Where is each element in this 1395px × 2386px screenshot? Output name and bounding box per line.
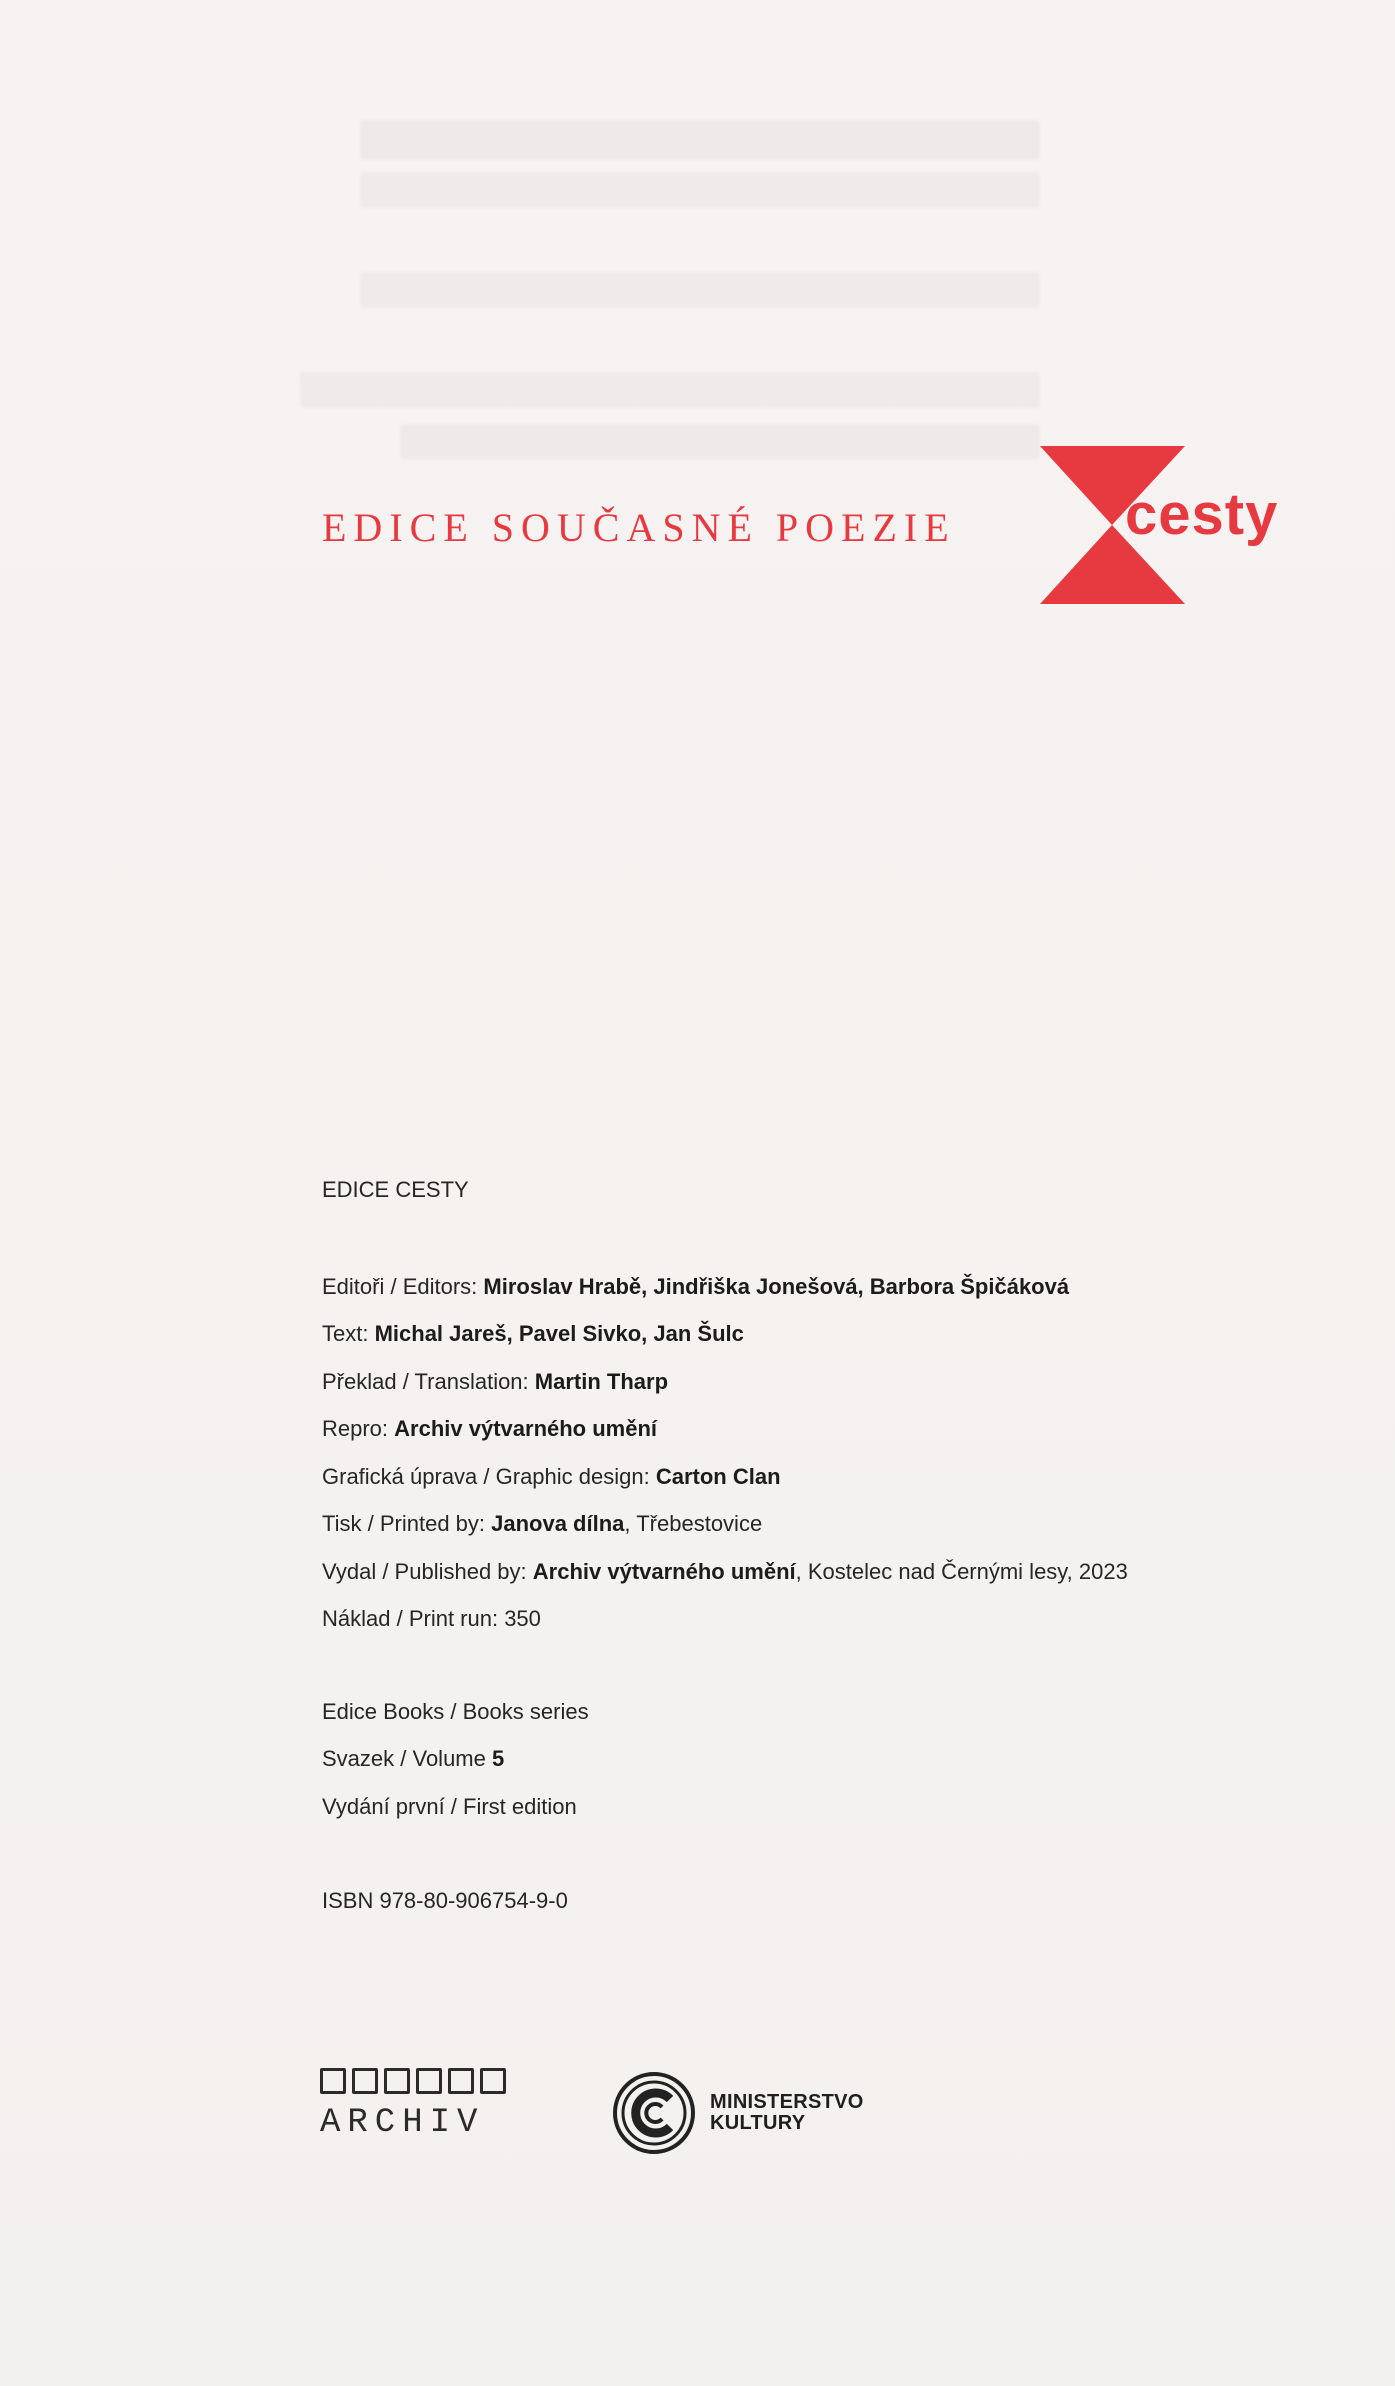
show-through-shade [360, 120, 1040, 160]
graphic-design-value: Carton Clan [655, 1463, 781, 1489]
editors-value: Miroslav Hrabě, Jindřiška Jonešová, Barbora Špičáková [483, 1273, 1070, 1299]
series-title: EDICE SOUČASNÉ POEZIE [322, 505, 956, 550]
text-value: Michal Jareš, Pavel Sivko, Jan Šulc [374, 1321, 744, 1346]
archiv-logo-word: ARCHIV [320, 2104, 485, 2142]
ministry-of-culture-logo [612, 2068, 872, 2158]
repro-value: Archiv výtvarného umění [394, 1416, 658, 1441]
show-through-shade [360, 172, 1040, 208]
print-run-line: Náklad / Print run: 350 [322, 1606, 541, 1631]
text-authors-line [322, 1310, 1322, 1358]
graphic-design-line [322, 1453, 1322, 1501]
edition-number-line: Vydání první / First edition [322, 1793, 577, 1819]
published-by-place: , Kostelec nad Černými lesy, 2023 [795, 1558, 1128, 1584]
edition-name: EDICE CESTY [322, 1177, 469, 1202]
translation-label: Překlad / Translation: [322, 1368, 535, 1394]
repro-line [322, 1405, 1322, 1453]
ministry-line-2: KULTURY [710, 2112, 806, 2134]
repro-label: Repro: [322, 1416, 395, 1441]
colophon [322, 1166, 1322, 1925]
translation-line [322, 1358, 1322, 1406]
ministry-emblem-icon [612, 2071, 696, 2155]
volume-line [322, 1735, 1322, 1783]
editors-line [322, 1263, 1322, 1311]
books-series-line: Edice Books / Books series [322, 1698, 589, 1724]
volume-value: 5 [491, 1746, 505, 1771]
printed-by-line [322, 1500, 1322, 1548]
editors-label: Editoři / Editors: [322, 1273, 484, 1299]
graphic-design-label: Grafická úprava / Graphic design: [322, 1463, 656, 1489]
show-through-shade [400, 424, 1040, 460]
volume-label: Svazek / Volume [322, 1746, 492, 1771]
show-through-shade [300, 372, 1040, 408]
show-through-shade [360, 272, 1040, 308]
translation-value: Martin Tharp [534, 1368, 669, 1394]
published-by-label: Vydal / Published by: [322, 1558, 533, 1584]
isbn-line: ISBN 978-80-906754-9-0 [322, 1888, 568, 1913]
published-by-line [322, 1548, 1322, 1596]
archiv-boxes-icon [320, 2068, 512, 2094]
printed-by-label: Tisk / Printed by: [322, 1511, 492, 1536]
published-by-value: Archiv výtvarného umění [532, 1558, 796, 1584]
archiv-logo [320, 2068, 512, 2154]
ministry-line-1: MINISTERSTVO [710, 2091, 864, 2113]
ministry-logo-text [710, 2092, 864, 2134]
cesty-logo-word: cesty [1125, 482, 1279, 547]
printed-by-place: , Třebestovice [624, 1511, 763, 1536]
printed-by-value: Janova dílna [491, 1511, 625, 1536]
text-label: Text: [322, 1321, 375, 1346]
